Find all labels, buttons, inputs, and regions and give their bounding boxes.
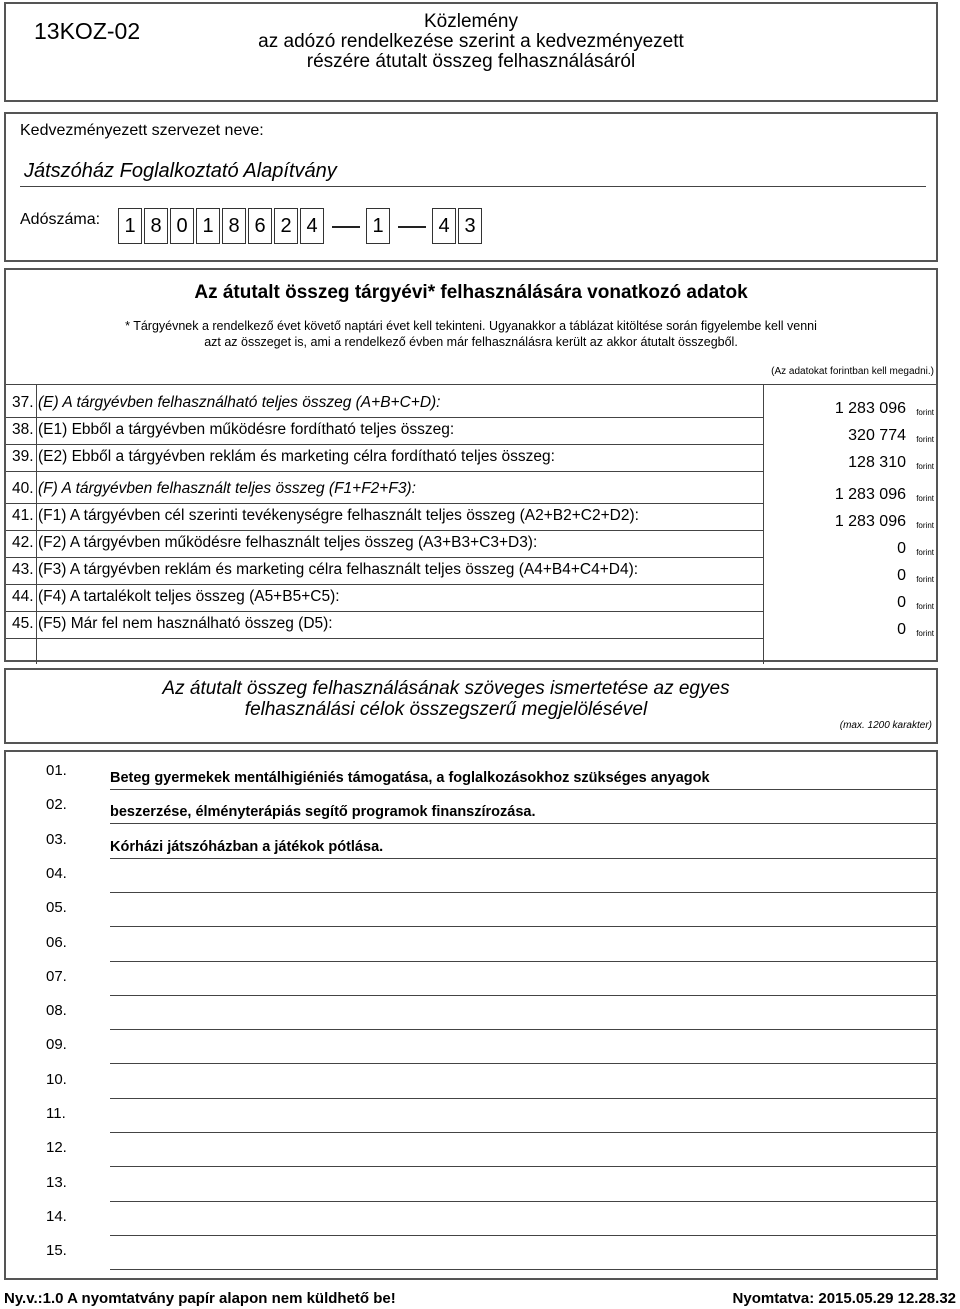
row-value: 0 [897,540,906,557]
row-rule [6,503,763,504]
organization-box [4,112,938,262]
tax-digit: 3 [458,208,482,244]
description-title-line-2: felhasználási célok összegszerű megjelölésével [244,699,648,720]
line-number: 10. [46,1070,67,1088]
row-label [12,480,416,498]
row-value: 0 [897,567,906,584]
row-rule [6,471,763,472]
tax-digit: 0 [170,208,194,244]
org-name-underline [20,186,926,187]
row-text: (F4) A tartalékolt teljes összeg (A5+B5+C5): [38,588,340,605]
description-line-rule [110,823,936,824]
row-text: (E1) Ebből a tárgyévben működésre fordítható teljes összeg: [38,421,455,438]
tax-number-label: Adószáma: [20,211,101,228]
description-text-line: Kórházi játszóházban a játékok pótlása. [110,838,384,855]
row-unit: forint [916,602,934,611]
row-rule [6,530,763,531]
note-line-1: * Tárgyévnek a rendelkező évet követő naptári évet kell tekinteni. Ugyanakkor a táblázat kitöltése során figyelembe kell venni [125,319,817,333]
line-number: 09. [46,1036,67,1054]
line-number: 06. [46,933,67,951]
tax-digit: 8 [144,208,168,244]
footer-right: Nyomtatva: 2015.05.29 12.28.32 [732,1290,956,1307]
row-label [12,448,555,466]
description-line-rule [110,1201,936,1202]
row-value: 1 283 096 [834,400,906,417]
row-text: (F2) A tárgyévben működésre felhasznált teljes összeg (A3+B3+C3+D3): [38,534,538,551]
row-unit: forint [916,435,934,444]
description-line-rule [110,995,936,996]
row-number: 45. [12,615,34,632]
description-title [6,678,886,720]
row-rule [6,584,763,585]
unit-note: (Az adatokat forintban kell megadni.) [771,366,934,377]
row-number: 40. [12,480,34,497]
line-number: 11. [46,1105,66,1122]
row-value: 128 310 [848,454,906,471]
row-label [12,534,537,552]
max-characters-note: (max. 1200 karakter) [839,720,932,731]
line-number: 08. [46,1002,67,1020]
row-number: 43. [12,561,34,578]
row-value: 320 774 [848,427,906,444]
line-number: 13. [46,1173,67,1191]
row-value: 1 283 096 [834,513,906,530]
table-top-rule [6,384,936,385]
description-header [4,668,938,744]
line-number: 03. [46,830,67,848]
tax-separator [332,226,360,228]
usage-data-section [4,268,938,662]
line-number: 05. [46,899,67,917]
description-line-rule [110,1029,936,1030]
tax-digit: 8 [222,208,246,244]
line-number: 04. [46,864,67,882]
description-title-line-1: Az átutalt összeg felhasználásának szöveges ismertetése az egyes [162,678,730,699]
row-label [12,588,340,606]
section-note [6,318,936,350]
title-line-3: részére átutalt összeg felhasználásáról [306,51,636,72]
row-label [12,615,333,633]
footer-left: Ny.v.:1.0 A nyomtatvány papír alapon nem küldhető be! [4,1290,396,1307]
row-text: (E) A tárgyévben felhasználható teljes összeg (A+B+C+D): [38,394,441,411]
tax-separator [398,226,426,228]
description-text-line: Beteg gyermekek mentálhigiéniés támogatása, a foglalkozásokhoz szükséges anyagok [110,770,710,786]
description-line-rule [110,858,936,859]
row-value: 0 [897,594,906,611]
tax-digit: 6 [248,208,272,244]
note-line-2: azt az összeget is, ami a rendelkező évben már felhasználásra került az akkor átutalt összegből. [204,335,738,349]
title-line-2: az adózó rendelkezése szerint a kedvezményezett [258,31,684,52]
row-number: 38. [12,421,34,438]
row-rule [6,444,763,445]
line-number: 01. [46,762,67,779]
description-line-rule [110,1235,936,1236]
tax-digit: 1 [118,208,142,244]
line-number: 12. [46,1139,67,1157]
description-text-line: beszerzése, élményterápiás segítő programok finanszírozása. [110,804,536,821]
line-number: 07. [46,967,67,985]
row-text: (F5) Már fel nem használható összeg (D5): [38,615,333,632]
row-value: 1 283 096 [834,486,906,503]
tax-digit: 4 [300,208,324,244]
tax-digit: 2 [274,208,298,244]
description-lines [4,750,938,1280]
row-label [12,561,638,579]
line-number: 02. [46,796,67,814]
row-label [12,394,441,412]
row-unit: forint [916,548,934,557]
line-number: 15. [46,1242,67,1260]
row-number: 37. [12,394,34,411]
tax-digit: 1 [366,208,390,244]
row-unit: forint [916,462,934,471]
org-name-value: Játszóház Foglalkoztató Alapítvány [24,160,337,182]
form-code: 13KOZ-02 [34,18,141,44]
line-number: 14. [46,1207,67,1225]
row-rule [6,638,763,639]
row-value: 0 [897,621,906,638]
description-line-rule [110,1132,936,1133]
org-name-label: Kedvezményezett szervezet neve: [20,122,264,139]
description-line-rule [110,1166,936,1167]
row-label [12,507,639,525]
description-line-rule [110,892,936,893]
description-line-rule [110,1063,936,1064]
row-unit: forint [916,408,934,417]
row-unit: forint [916,575,934,584]
row-text: (F) A tárgyévben felhasznált teljes összeg (F1+F2+F3): [38,480,416,497]
row-unit: forint [916,521,934,530]
form-title [156,12,786,72]
row-text: (F1) A tárgyévben cél szerinti tevékenységre felhasznált teljes összeg (A2+B2+C2+D2): [38,507,639,524]
tax-digit: 1 [196,208,220,244]
value-column-rule [763,384,764,664]
description-line-rule [110,1269,936,1270]
title-line-1: Közlemény [424,11,518,32]
description-line-rule [110,789,936,790]
description-line-rule [110,1098,936,1099]
row-number: 44. [12,588,34,605]
row-rule [6,557,763,558]
row-number: 42. [12,534,34,551]
row-text: (F3) A tárgyévben reklám és marketing célra felhasznált teljes összeg (A4+B4+C4+D4): [38,561,639,578]
section-title: Az átutalt összeg tárgyévi* felhasználására vonatkozó adatok [194,282,748,303]
row-unit: forint [916,494,934,503]
description-line-rule [110,926,936,927]
row-rule [6,611,763,612]
tax-digit: 4 [432,208,456,244]
description-line-rule [110,961,936,962]
row-text: (E2) Ebből a tárgyévben reklám és marketing célra fordítható teljes összeg: [38,448,555,465]
row-label [12,421,454,439]
row-rule [6,417,763,418]
row-number: 41. [12,507,34,524]
row-number: 39. [12,448,34,465]
row-unit: forint [916,629,934,638]
form-header [4,2,938,102]
